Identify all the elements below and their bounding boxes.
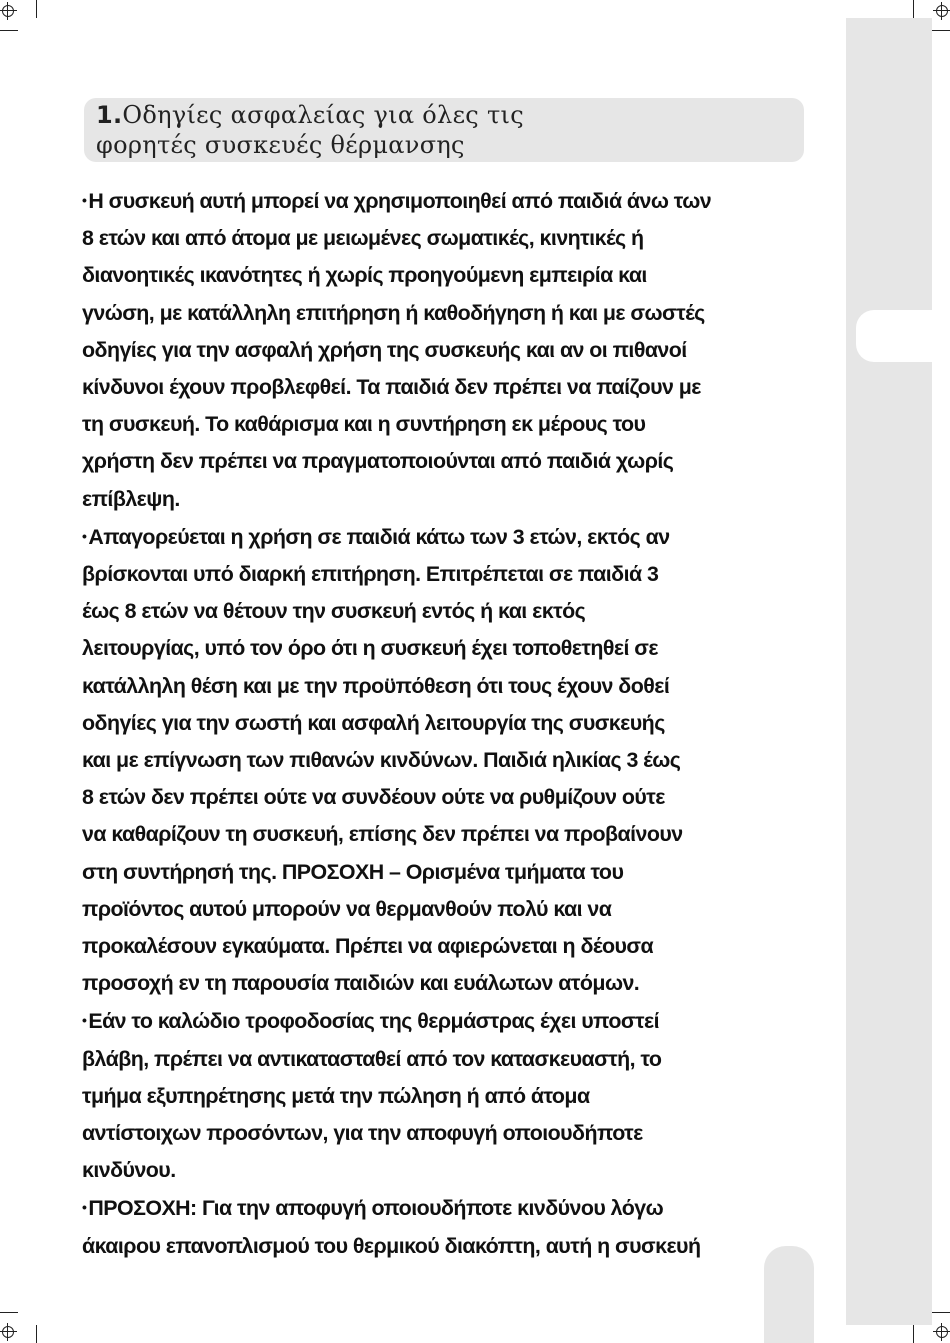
text-line xyxy=(82,854,782,891)
text-line xyxy=(82,630,782,667)
text-line-content: Εάν το καλώδιο τροφοδοσίας της θερμάστρας έχει υποστεί xyxy=(88,1009,659,1034)
text-line xyxy=(82,705,782,742)
text-line-content: κατάλληλη θέση και με την προϋπόθεση ότι τους έχουν δοθεί xyxy=(82,673,670,698)
crop-mark xyxy=(932,30,950,31)
text-line-content: τη συσκευή. Το καθάρισμα και η συντήρηση εκ μέρους του xyxy=(82,412,646,437)
text-line xyxy=(82,1002,782,1040)
text-line-content: επίβλεψη. xyxy=(82,486,180,511)
section-title-line-1: Οδηγίες ασφαλείας για όλες τις xyxy=(122,101,524,129)
text-line xyxy=(82,443,782,480)
text-line-content: και με επίγνωση των πιθανών κινδύνων. Παιδιά ηλικίας 3 έως xyxy=(82,748,681,773)
text-line xyxy=(82,965,782,1002)
crop-mark xyxy=(0,30,18,31)
text-line xyxy=(82,816,782,853)
text-line xyxy=(82,257,782,294)
text-line-content: 8 ετών και από άτομα με μειωμένες σωματικές, κινητικές ή xyxy=(82,226,644,251)
text-line xyxy=(82,593,782,630)
text-line-content: να καθαρίζουν τη συσκευή, επίσης δεν πρέπει να προβαίνουν xyxy=(82,822,683,847)
side-margin-band xyxy=(846,18,932,1325)
text-line-content: 8 ετών δεν πρέπει ούτε να συνδέουν ούτε να ρυθμίζουν ούτε xyxy=(82,785,665,810)
crop-mark xyxy=(36,1325,37,1343)
registration-mark-icon xyxy=(2,5,14,17)
text-line xyxy=(82,1152,782,1189)
text-line-content: ΠΡΟΣΟΧΗ: Για την αποφυγή οποιουδήποτε κινδύνου λόγω xyxy=(88,1196,664,1221)
section-number: 1. xyxy=(96,101,123,129)
text-line-content: κινδύνου. xyxy=(82,1158,176,1183)
text-line-content: οδηγίες για την ασφαλή χρήση της συσκευής και αν οι πιθανοί xyxy=(82,337,687,362)
text-line-content: προϊόντος αυτού μπορούν να θερμανθούν πολύ και να xyxy=(82,896,612,921)
bullet-icon: • xyxy=(82,1012,87,1029)
text-line-content: χρήστη δεν πρέπει να πραγματοποιούνται από παιδιά χωρίς xyxy=(82,449,674,474)
text-line-content: άκαιρου επανοπλισμού του θερμικού διακόπτη, αυτή η συσκευή xyxy=(82,1233,701,1258)
registration-mark-icon xyxy=(936,1326,948,1338)
text-line-content: προκαλέσουν εγκαύματα. Πρέπει να αφιερώνεται η δέουσα xyxy=(82,934,654,959)
text-line xyxy=(82,1115,782,1152)
text-line-content: αντίστοιχων προσόντων, για την αποφυγή οποιουδήποτε xyxy=(82,1121,643,1146)
text-line-content: βρίσκονται υπό διαρκή επιτήρηση. Επιτρέπεται σε παιδιά 3 xyxy=(82,562,659,587)
bullet-icon: • xyxy=(82,527,87,544)
text-line xyxy=(82,295,782,332)
text-line xyxy=(82,928,782,965)
text-line-content: γνώση, με κατάλληλη επιτήρηση ή καθοδήγηση ή και με σωστές xyxy=(82,300,705,325)
text-line xyxy=(82,1078,782,1115)
section-heading xyxy=(96,100,524,160)
bullet-icon: • xyxy=(82,1199,87,1216)
bullet-icon: • xyxy=(82,192,87,208)
text-line xyxy=(82,556,782,593)
section-title-line-2: φορητές συσκευές θέρμανσης xyxy=(96,131,465,159)
text-line-content: οδηγίες για την σωστή και ασφαλή λειτουργία της συσκευής xyxy=(82,710,665,735)
text-line-content: προσοχή εν τη παρουσία παιδιών και ευάλωτων ατόμων. xyxy=(82,971,640,996)
crop-mark xyxy=(913,1325,914,1343)
text-line-content: κίνδυνοι έχουν προβλεφθεί. Τα παιδιά δεν πρέπει να παίζουν με xyxy=(82,375,701,400)
safety-instructions-text xyxy=(82,182,782,1265)
crop-mark xyxy=(36,0,37,18)
text-line xyxy=(82,182,782,220)
text-line-content: βλάβη, πρέπει να αντικατασταθεί από τον κατασκευαστή, το xyxy=(82,1046,662,1071)
text-line-content: στη συντήρησή της. ΠΡΟΣΟΧΗ – Ορισμένα τμήματα του xyxy=(82,859,624,884)
text-line xyxy=(82,220,782,257)
text-line xyxy=(82,369,782,406)
text-line xyxy=(82,481,782,518)
text-line xyxy=(82,742,782,779)
text-line xyxy=(82,332,782,369)
text-line xyxy=(82,668,782,705)
text-line-content: Η συσκευή αυτή μπορεί να χρησιμοποιηθεί από παιδιά άνω των xyxy=(88,189,712,213)
text-line-content: λειτουργίας, υπό τον όρο ότι η συσκευή έχει τοποθετηθεί σε xyxy=(82,636,658,661)
crop-mark xyxy=(932,1312,950,1313)
text-line xyxy=(82,1041,782,1078)
text-line-content: Απαγορεύεται η χρήση σε παιδιά κάτω των 3 ετών, εκτός αν xyxy=(88,524,670,549)
registration-mark-icon xyxy=(2,1326,14,1338)
text-line xyxy=(82,406,782,443)
text-line-content: έως 8 ετών να θέτουν την συσκευή εντός ή και εκτός xyxy=(82,599,586,624)
text-line xyxy=(82,518,782,556)
section-tab-marker xyxy=(856,310,950,362)
crop-mark xyxy=(913,0,914,18)
text-line-content: τμήμα εξυπηρέτησης μετά την πώληση ή από άτομα xyxy=(82,1083,590,1108)
text-line xyxy=(82,891,782,928)
text-line xyxy=(82,1228,782,1265)
text-line-content: διανοητικές ικανότητες ή χωρίς προηγούμενη εμπειρία και xyxy=(82,263,647,288)
text-line xyxy=(82,779,782,816)
section-heading-box xyxy=(84,98,804,162)
registration-mark-icon xyxy=(936,5,948,17)
text-line xyxy=(82,1189,782,1227)
crop-mark xyxy=(0,1312,18,1313)
